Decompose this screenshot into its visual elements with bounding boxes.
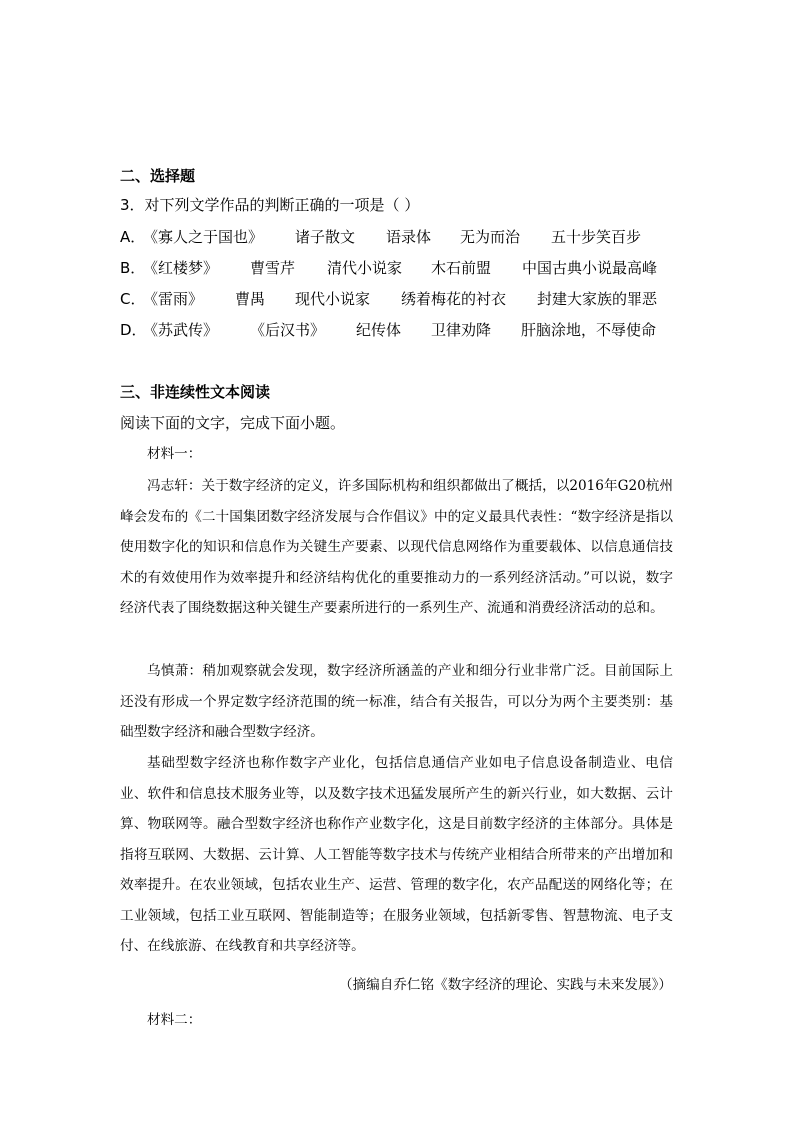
option-letter: C． [120,290,146,308]
option-cell: 现代小说家 [295,290,371,308]
reading-instruction: 阅读下面的文字，完成下面小题。 [120,414,346,432]
option-cell: 《后汉书》 [250,321,326,339]
question-3: 3．对下列文学作品的判断正确的一项是（ ） [120,196,420,214]
option-cell: 《苏武传》 [143,321,219,339]
paragraph-3: 基础型数字经济也称作数字产业化，包括信息通信产业如电子信息设备制造业、电信业、软件和信息技术服务业等，以及数字技术迅猛发展所产生的新兴行业，如大数据、云计算、物联网等。融合型数字经济也称作产业数字化，这是目前数字经济的主体部分。具体是指将互联网、大数据、云计算、人工智能等数字技术与传统产业相结合所带来的产出增加和效率提升。在农业领域，包括农业生产、运营、管理的数字化，农产品配送的网络化等；在工业领域，包括工业互联网、智能制造等；在服务业领域，包括新零售、智慧物流、电子支付、在线旅游、在线教育和共享经济等。 [120,755,673,954]
option-cell: 五十步笑百步 [551,228,642,246]
option-cell: 肝脑涂地，不辱使命 [521,321,657,339]
material-1-label: 材料一： [147,446,202,462]
option-cell: 《寡人之于国也》 [143,228,264,246]
section-heading-choice: 二、选择题 [120,167,196,185]
option-cell: 语录体 [386,228,432,246]
paragraph-2: 乌慎萧：稍加观察就会发现，数字经济所涵盖的产业和细分行业非常广泛。目前国际上还没有形成一个界定数字经济范围的统一标准，结合有关报告，可以分为两个主要类别：基础型数字经济和融合型数字经济。 [120,663,673,740]
option-letter: B． [120,259,146,277]
paragraph-1: 冯志轩：关于数字经济的定义，许多国际机构和组织都做出了概括，以2016年G20杭州峰会发布的《二十国集团数字经济发展与合作倡议》中的定义最具代表性：“数字经济是指以使用数字化的知识和信息作为关键生产要素、以现代信息网络作为重要载体、以信息通信技术的有效使用作为效率提升和经济结构优化的重要推动力的一系列经济活动。”可以说，数字经济代表了围绕数据这种关键生产要素所进行的一系列生产、流通和消费经济活动的总和。 [120,478,673,616]
material-2-label: 材料二： [147,1012,202,1028]
option-cell: 无为而治 [460,228,521,246]
option-cell: 曹禺 [235,290,266,308]
option-cell: 绣着梅花的衬衣 [401,290,507,308]
option-cell: 曹雪芹 [250,259,296,277]
section-heading-reading: 三、非连续性文本阅读 [120,383,271,401]
option-cell: 诸子散文 [295,228,356,246]
option-cell: 木石前盟 [431,259,492,277]
option-cell: 清代小说家 [327,259,403,277]
option-letter: A． [120,228,146,246]
option-cell: 《红楼梦》 [143,259,219,277]
option-cell: 卫律劝降 [431,321,492,339]
option-cell: 封建大家族的罪恶 [537,290,658,308]
option-cell: 中国古典小说最高峰 [522,259,658,277]
option-cell: 纪传体 [356,321,402,339]
option-cell: 《雷雨》 [143,290,204,308]
option-letter: D． [120,321,147,339]
source-citation: （摘编自乔仁铭《数字经济的理论、实践与未来发展》） [338,977,672,993]
